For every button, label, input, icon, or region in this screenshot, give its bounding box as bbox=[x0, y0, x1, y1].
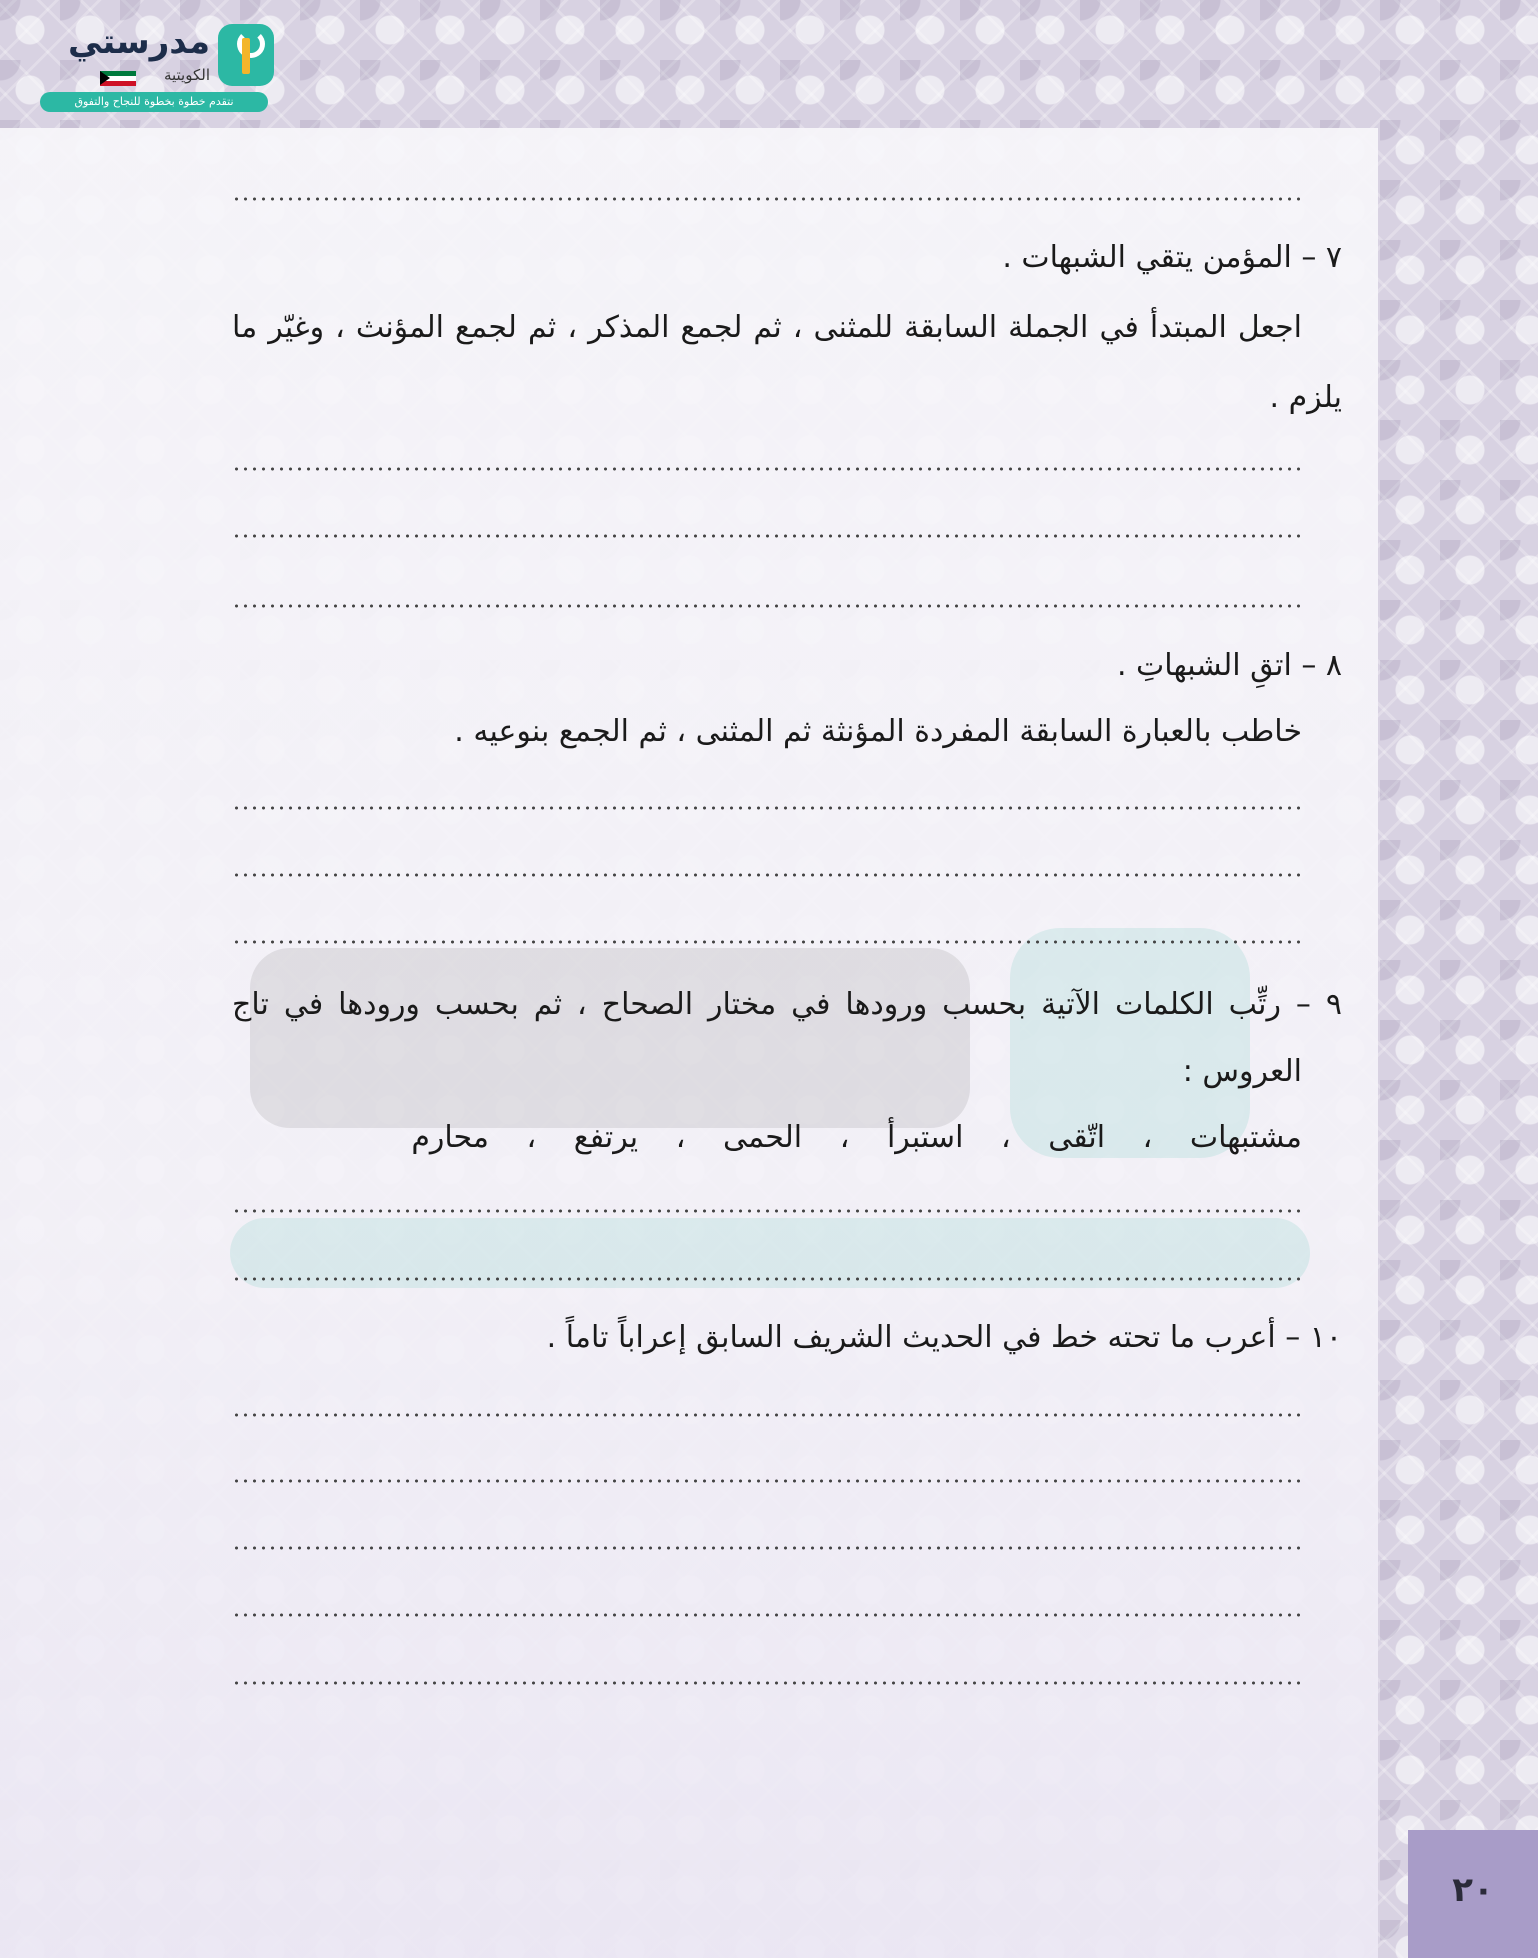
question-7-title: ٧ – المؤمن يتقي الشبهات . bbox=[1002, 240, 1342, 275]
logo-name: مدرستي bbox=[68, 22, 210, 62]
answer-line bbox=[232, 1478, 1302, 1484]
separator: ، bbox=[839, 1120, 850, 1155]
question-10-title: ١٠ – أعرب ما تحته خط في الحديث الشريف السابق إعراباً تاماً . bbox=[546, 1320, 1342, 1355]
word: يرتفع bbox=[573, 1120, 639, 1155]
answer-line bbox=[232, 466, 1302, 472]
word: محارم bbox=[411, 1120, 489, 1155]
answer-line bbox=[232, 805, 1302, 811]
separator: ، bbox=[526, 1120, 537, 1155]
question-8-instruction: خاطب بالعبارة السابقة المفردة المؤنثة ثم المثنى ، ثم الجمع بنوعيه . bbox=[454, 714, 1302, 749]
answer-line bbox=[232, 533, 1302, 539]
answer-line bbox=[232, 872, 1302, 878]
answer-line bbox=[232, 603, 1302, 609]
page-number-tab bbox=[1408, 1830, 1538, 1958]
answer-line bbox=[232, 1545, 1302, 1551]
answer-line bbox=[232, 196, 1302, 202]
question-7-instruction-cont: يلزم . bbox=[1269, 380, 1342, 415]
logo-subtitle: الكويتية bbox=[163, 66, 210, 84]
answer-line bbox=[232, 1208, 1302, 1214]
answer-line bbox=[232, 1680, 1302, 1686]
logo-tagline: نتقدم خطوة بخطوة للنجاح والتفوق bbox=[40, 92, 268, 112]
question-9-title-cont: العروس : bbox=[1182, 1054, 1302, 1089]
word: استبرأ bbox=[886, 1120, 964, 1155]
page-number: ٢٠ bbox=[1452, 1870, 1494, 1910]
word: الحمى bbox=[722, 1120, 803, 1155]
separator: ، bbox=[1000, 1120, 1011, 1155]
question-9-word-list bbox=[232, 1118, 1302, 1158]
separator: ، bbox=[1142, 1120, 1153, 1155]
answer-line bbox=[232, 1276, 1302, 1282]
separator: ، bbox=[675, 1120, 686, 1155]
answer-line bbox=[232, 1412, 1302, 1418]
word: مشتبهات bbox=[1189, 1120, 1302, 1155]
answer-line bbox=[232, 1612, 1302, 1618]
question-9-title: ٩ – رتِّب الكلمات الآتية بحسب ورودها في مختار الصحاح ، ثم بحسب ورودها في تاج bbox=[232, 987, 1342, 1022]
kuwait-flag-icon bbox=[100, 71, 136, 86]
question-8-title: ٨ – اتقِ الشبهاتِ . bbox=[1116, 648, 1342, 683]
answer-line bbox=[232, 939, 1302, 945]
worksheet-content bbox=[232, 0, 1342, 1958]
question-7-instruction: اجعل المبتدأ في الجملة السابقة للمثنى ، ثم لجمع المذكر ، ثم لجمع المؤنث ، وغيّر ما bbox=[232, 310, 1302, 345]
word: اتّقى bbox=[1048, 1120, 1106, 1155]
